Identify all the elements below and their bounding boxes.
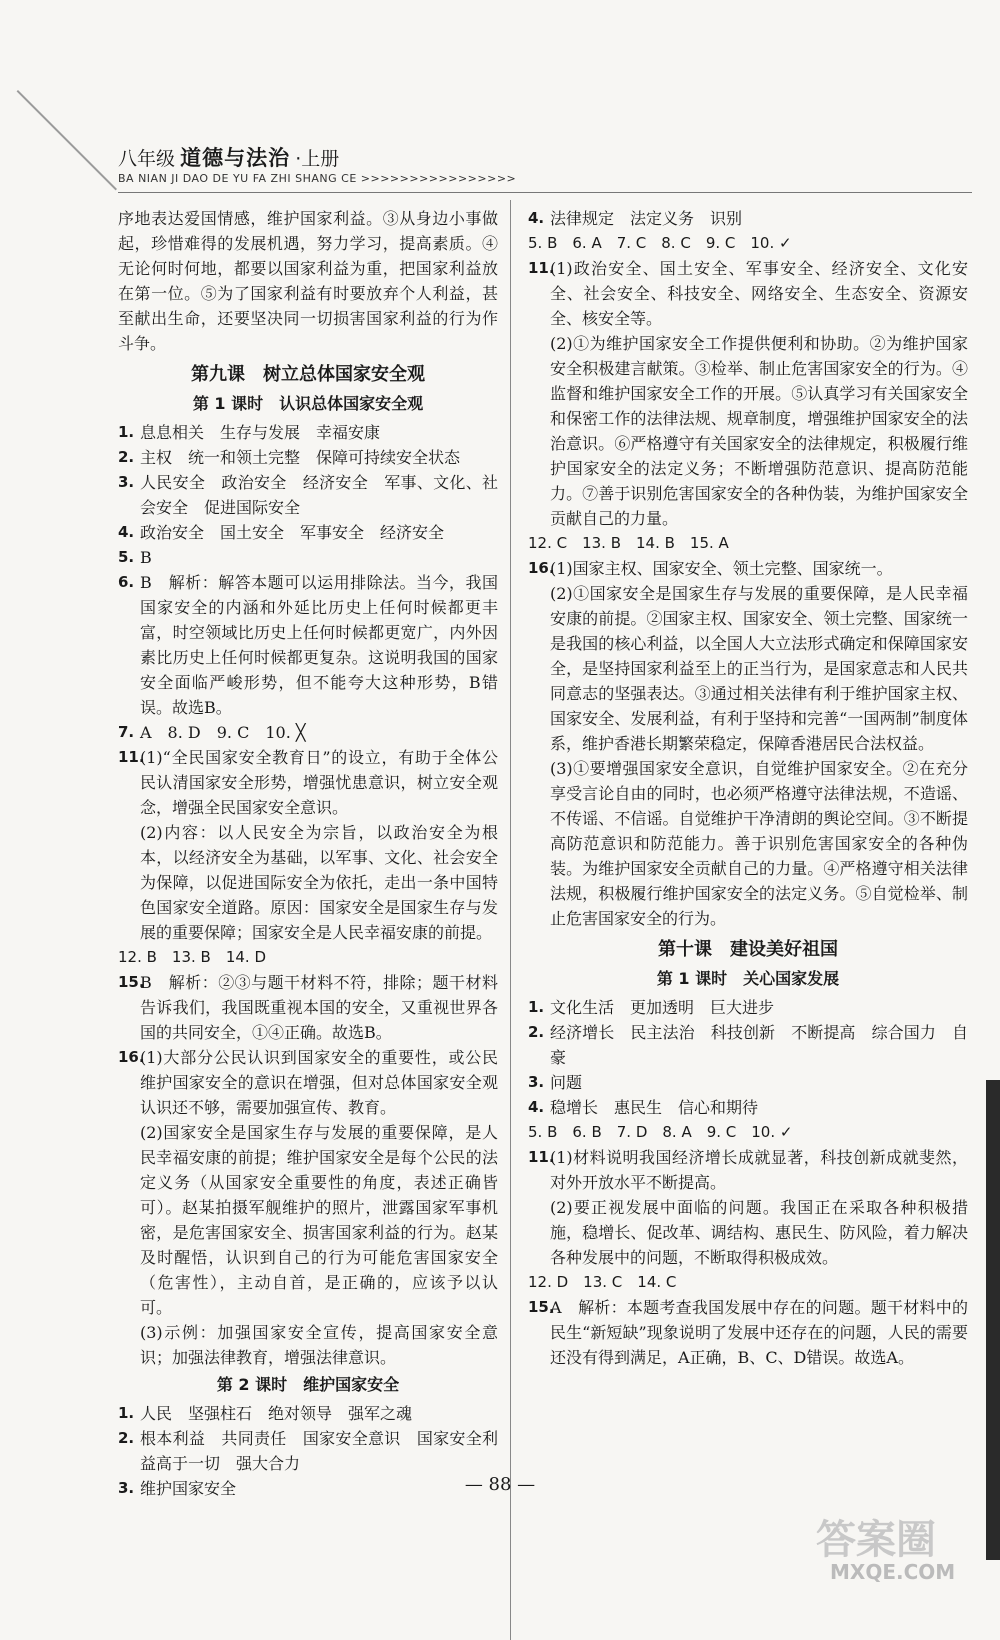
item-number: 3. [528, 1073, 545, 1091]
answers-12-14: 12. B 13. B 14. D [118, 948, 267, 966]
item-text: (1)“全民国家安全教育日”的设立，有助于全体公民认清国家安全形势，增强忧患意识，树立安全观念，增强全民国家安全意识。 [140, 748, 498, 817]
list-item [528, 206, 968, 231]
item-text: 人民安全 政治安全 经济安全 军事、文化、社会安全 促进国际安全 [140, 473, 498, 517]
list-item [528, 1095, 968, 1120]
list-item [528, 1020, 968, 1070]
binding-edge [986, 1080, 1000, 1560]
item-number: 3. [118, 1479, 135, 1497]
item-number: 2. [118, 1429, 135, 1447]
item-text: 法律规定 法定义务 识别 [550, 209, 743, 228]
item-number: 1. [118, 1404, 135, 1422]
item-number: 3. [118, 473, 135, 491]
item-text: 主权 统一和领土完整 保障可持续安全状态 [140, 448, 461, 467]
list-item [118, 1426, 498, 1476]
header-arrows: >>>>>>>>>>>>>>>> [360, 172, 517, 185]
item-number: 16. [528, 559, 555, 577]
item-text: 文化生活 更加透明 巨大进步 [550, 998, 775, 1017]
book-header [118, 142, 339, 172]
question-16 [528, 556, 968, 581]
header-subject: 道德与法治 [180, 146, 291, 170]
intro-paragraph: 序地表达爱国情感，维护国家利益。③从身边小事做起，珍惜难得的发展机遇，努力学习，提高素质。④无论何时何地，都要以国家利益为重，把国家利益放在第一位。⑤为了国家利益有时要放弃个人利益，甚至献出生命，还要坚决同一切损害国家利益的行为作斗争。 [118, 209, 498, 353]
lesson-10-title: 第十课 建设美好祖国 [658, 939, 838, 960]
question-11-b-part-2: (2)要正视发展中面临的问题。我国正在采取各种积极措施，稳增长、促改革、调结构、惠民生、防风险，着力解决各种发展中的问题，不断取得积极成效。 [550, 1198, 968, 1267]
list-item [118, 445, 498, 470]
question-11 [528, 256, 968, 331]
watermark-url: MXQE.COM [830, 1560, 956, 1584]
item-text: (1)政治安全、国土安全、军事安全、经济安全、文化安全、社会安全、科技安全、网络安全、生态安全、资源安全、核安全等。 [550, 259, 968, 328]
item-number: 4. [528, 1098, 545, 1116]
list-item [118, 570, 498, 720]
lesson-9-period-2-title: 第 2 课时 维护国家安全 [216, 1375, 400, 1394]
item-text: 根本利益 共同责任 国家安全意识 国家安全利益高于一切 强大合力 [140, 1429, 498, 1473]
item-number: 1. [528, 998, 545, 1016]
item-text: A 8. D 9. C 10. ╳ [140, 723, 306, 742]
item-number: 1. [118, 423, 135, 441]
question-11 [118, 745, 498, 820]
item-text: (1)大部分公民认识到国家安全的重要性，或公民维护国家安全的意识在增强，但对总体国家安全观认识还不够，需要加强宣传、教育。 [140, 1048, 498, 1117]
lesson-10-period-1-title: 第 1 课时 关心国家发展 [656, 969, 840, 988]
page-number: — 88 — [464, 1474, 536, 1495]
question-11-part-2: (2)①为维护国家安全工作提供便利和协助。②为维护国家安全积极建言献策。③检举、制止危害国家安全的行为。④监督和维护国家安全工作的开展。⑤认真学习有关国家安全和保密工作的法律法规、规章制度，增强维护国家安全的法治意识。⑥严格遵守有关国家安全的法律规定，积极履行维护国家安全的法定义务；不断增强防范意识、提高防范能力。⑦善于识别危害国家安全的各种伪装，为维护国家安全贡献自己的力量。 [550, 334, 968, 528]
header-grade: 八年级 [118, 148, 176, 170]
item-number: 2. [528, 1023, 545, 1041]
header-pinyin [118, 172, 516, 185]
lesson-9-title: 第九课 树立总体国家安全观 [191, 364, 425, 385]
column-divider [510, 200, 511, 1640]
list-item [118, 520, 498, 545]
item-text: 经济增长 民主法治 科技创新 不断提高 综合国力 自豪 [550, 1023, 968, 1067]
question-16-part-3: (3)①要增强国家安全意识，自觉维护国家安全。②在充分享受言论自由的同时，也必须严格遵守法律法规，不造谣、不传谣、不信谣。自觉维护干净清朗的舆论空间。③不断提高防范意识和防范能力。善于识别危害国家安全的各种伪装。为维护国家安全贡献自己的力量。④严格遵守相关法律法规，积极履行维护国家安全的法定义务。⑤自觉检举、制止危害国家安全的行为。 [550, 759, 968, 928]
question-15-b [528, 1295, 968, 1370]
question-16-part-2: (2)国家安全是国家生存与发展的重要保障，是人民幸福安康的前提；维护国家安全是每个公民的法定义务（从国家安全重要性的角度，表述正确皆可）。赵某拍摄军舰维护的照片，泄露国家军事机密，是危害国家安全、损害国家利益的行为。赵某及时醒悟，认识到自己的行为可能危害国家安全（危害性），主动自首，是正确的，应该予以认可。 [140, 1123, 498, 1317]
answers-12-14-b: 12. D 13. C 14. C [528, 1273, 677, 1291]
list-item [118, 545, 498, 570]
header-decorative-line [17, 90, 117, 190]
left-column [118, 206, 498, 1501]
item-text: (1)材料说明我国经济增长成就显著，科技创新成就斐然，对外开放水平不断提高。 [550, 1148, 968, 1192]
question-16 [118, 1045, 498, 1120]
item-text: B [140, 548, 152, 567]
item-text: (1)国家主权、国家安全、领土完整、国家统一。 [550, 559, 893, 578]
item-text: 问题 [550, 1073, 583, 1092]
answers-12-15: 12. C 13. B 14. B 15. A [528, 534, 729, 552]
item-number: 11. [118, 748, 145, 766]
question-15 [118, 970, 498, 1045]
question-16-part-3: (3)示例：加强国家安全宣传，提高国家安全意识；加强法律教育，增强法律意识。 [140, 1323, 498, 1367]
item-text: 人民 坚强柱石 绝对领导 强军之魂 [140, 1404, 413, 1423]
item-number: 7. [118, 723, 135, 741]
item-number: 4. [118, 523, 135, 541]
item-number: 15. [118, 973, 145, 991]
list-item [118, 470, 498, 520]
item-number: 2. [118, 448, 135, 466]
item-number: 6. [118, 573, 135, 591]
item-text: 息息相关 生存与发展 幸福安康 [140, 423, 381, 442]
item-text: 维护国家安全 [140, 1479, 237, 1498]
item-number: 15. [528, 1298, 555, 1316]
list-item [118, 420, 498, 445]
header-pinyin-text: BA NIAN JI DAO DE YU FA ZHI SHANG CE [118, 172, 357, 185]
list-item [528, 1070, 968, 1095]
header-volume: ·上册 [295, 148, 340, 170]
right-column [528, 206, 968, 1370]
item-text: 政治安全 国土安全 军事安全 经济安全 [140, 523, 445, 542]
list-item [528, 995, 968, 1020]
item-text: B 解析：②③与题干材料不符，排除；题干材料告诉我们，我国既重视本国的安全，又重视世界各国的共同安全，①④正确。故选B。 [140, 973, 498, 1042]
answers-5-10: 5. B 6. A 7. C 8. C 9. C 10. ✓ [528, 234, 792, 252]
lesson-9-period-1-title: 第 1 课时 认识总体国家安全观 [192, 394, 424, 413]
item-number: 5. [118, 548, 135, 566]
question-11-b [528, 1145, 968, 1195]
header-rule [118, 192, 972, 193]
item-text: 稳增长 惠民生 信心和期待 [550, 1098, 759, 1117]
question-16-part-2: (2)①国家安全是国家生存与发展的重要保障，是人民幸福安康的前提。②国家主权、国家安全、领土完整、国家统一是我国的核心利益，以全国人大立法形式确定和保障国家安全，是坚持国家利益至上的正当行为，是国家意志和人民共同意志的坚强表达。③通过相关法律有利于维护国家主权、国家安全、发展利益，有利于坚持和完善“一国两制”制度体系，维护香港长期繁荣稳定，保障香港居民合法权益。 [550, 584, 968, 753]
answers-5-10-b: 5. B 6. B 7. D 8. A 9. C 10. ✓ [528, 1123, 793, 1141]
item-text: B 解析：解答本题可以运用排除法。当今，我国国家安全的内涵和外延比历史上任何时候都更丰富，时空领域比历史上任何时候都更宽广，内外因素比历史上任何时候都更复杂。这说明我国的国家安全面临严峻形势，但不能夸大这种形势，B错误。故选B。 [140, 573, 498, 717]
list-item [118, 720, 498, 745]
list-item [118, 1401, 498, 1426]
item-number: 4. [528, 209, 545, 227]
item-number: 16. [118, 1048, 145, 1066]
item-number: 11. [528, 259, 555, 277]
item-text: A 解析：本题考查我国发展中存在的问题。题干材料中的民生“新短缺”现象说明了发展中还存在的问题，人民的需要还没有得到满足，A正确，B、C、D错误。故选A。 [550, 1298, 968, 1367]
watermark-logo: 答案圈 [816, 1517, 936, 1563]
item-number: 11. [528, 1148, 555, 1166]
question-11-part-2: (2)内容：以人民安全为宗旨，以政治安全为根本，以经济安全为基础，以军事、文化、社会安全为保障，以促进国际安全为依托，走出一条中国特色国家安全道路。原因：国家安全是国家生存与发展的重要保障；国家安全是人民幸福安康的前提。 [140, 823, 498, 942]
